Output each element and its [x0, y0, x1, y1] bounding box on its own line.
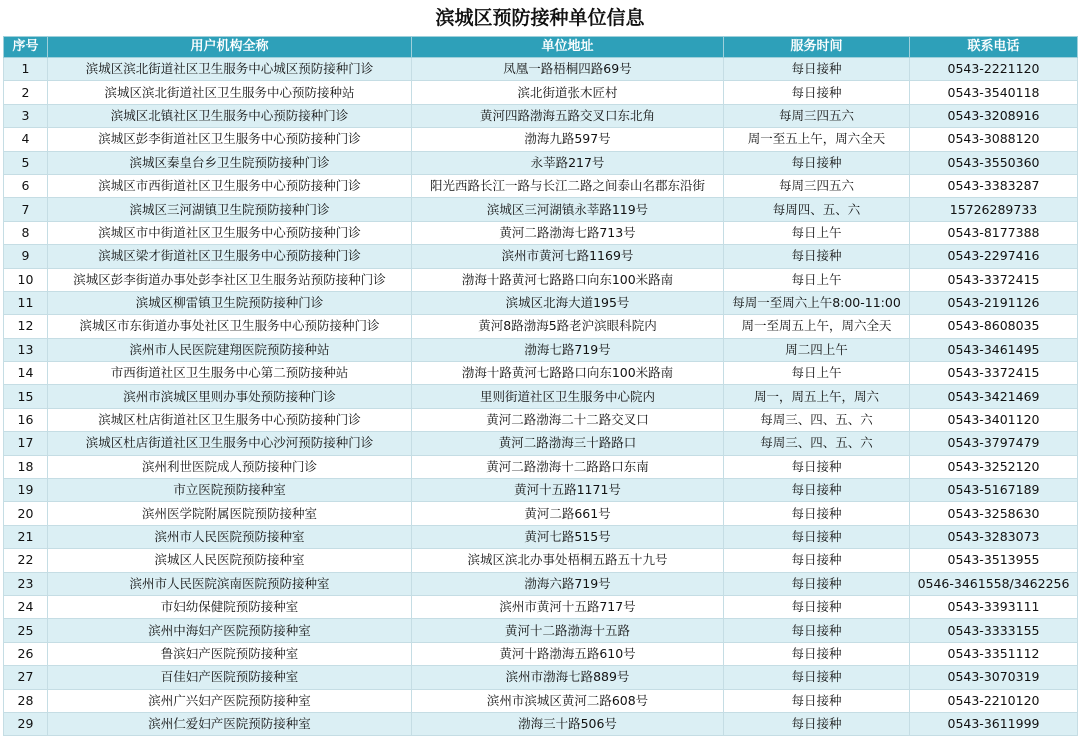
- cell-address: 滨州市黄河十五路717号: [412, 595, 724, 618]
- cell-serial-number: 3: [4, 104, 48, 127]
- cell-phone: 0543-3401120: [910, 408, 1078, 431]
- cell-service-time: 每日上午: [724, 268, 910, 291]
- cell-phone: 0543-3333155: [910, 619, 1078, 642]
- cell-address: 里则街道社区卫生服务中心院内: [412, 385, 724, 408]
- cell-institution-name: 鲁滨妇产医院预防接种室: [48, 642, 412, 665]
- cell-serial-number: 21: [4, 525, 48, 548]
- cell-institution-name: 滨州市人民医院预防接种室: [48, 525, 412, 548]
- cell-phone: 15726289733: [910, 198, 1078, 221]
- cell-address: 滨州市滨城区黄河二路608号: [412, 689, 724, 712]
- header-service-time: 服务时间: [724, 37, 910, 58]
- cell-phone: 0543-2191126: [910, 291, 1078, 314]
- cell-phone: 0543-3550360: [910, 151, 1078, 174]
- cell-service-time: 每日接种: [724, 619, 910, 642]
- cell-serial-number: 25: [4, 619, 48, 642]
- table-row: [4, 502, 1078, 525]
- cell-institution-name: 滨城区滨北街道社区卫生服务中心城区预防接种门诊: [48, 58, 412, 81]
- cell-phone: 0543-3797479: [910, 432, 1078, 455]
- cell-service-time: 每周三、四、五、六: [724, 432, 910, 455]
- cell-institution-name: 市西街道社区卫生服务中心第二预防接种站: [48, 362, 412, 385]
- cell-phone: 0543-3611999: [910, 712, 1078, 735]
- table-row: [4, 455, 1078, 478]
- table-row: [4, 151, 1078, 174]
- cell-service-time: 每周一至周六上午8:00-11:00: [724, 291, 910, 314]
- cell-service-time: 每日接种: [724, 81, 910, 104]
- cell-institution-name: 滨城区杜店街道社区卫生服务中心沙河预防接种门诊: [48, 432, 412, 455]
- cell-serial-number: 22: [4, 549, 48, 572]
- cell-address: 黄河二路渤海七路713号: [412, 221, 724, 244]
- cell-service-time: 每日接种: [724, 245, 910, 268]
- cell-phone: 0543-3513955: [910, 549, 1078, 572]
- cell-phone: 0543-3283073: [910, 525, 1078, 548]
- vaccination-units-table: [3, 36, 1078, 736]
- cell-service-time: 每日接种: [724, 525, 910, 548]
- table-row: [4, 104, 1078, 127]
- cell-service-time: 每日接种: [724, 595, 910, 618]
- cell-address: 渤海十路黄河七路路口向东100米路南: [412, 268, 724, 291]
- cell-institution-name: 滨城区秦皇台乡卫生院预防接种门诊: [48, 151, 412, 174]
- table-row: [4, 432, 1078, 455]
- cell-serial-number: 23: [4, 572, 48, 595]
- cell-phone: 0543-3393111: [910, 595, 1078, 618]
- header-phone: 联系电话: [910, 37, 1078, 58]
- cell-service-time: 每周三四五六: [724, 174, 910, 197]
- cell-address: 凤凰一路梧桐四路69号: [412, 58, 724, 81]
- cell-serial-number: 6: [4, 174, 48, 197]
- cell-institution-name: 滨州市人民医院建翔医院预防接种站: [48, 338, 412, 361]
- cell-phone: 0543-3070319: [910, 666, 1078, 689]
- cell-service-time: 每日接种: [724, 549, 910, 572]
- cell-service-time: 每周三四五六: [724, 104, 910, 127]
- cell-institution-name: 滨州仁爱妇产医院预防接种室: [48, 712, 412, 735]
- cell-service-time: 每日接种: [724, 712, 910, 735]
- cell-institution-name: 滨州市人民医院滨南医院预防接种室: [48, 572, 412, 595]
- table-row: [4, 315, 1078, 338]
- cell-address: 黄河二路渤海二十二路交叉口: [412, 408, 724, 431]
- cell-address: 黄河二路661号: [412, 502, 724, 525]
- cell-address: 黄河七路515号: [412, 525, 724, 548]
- cell-institution-name: 滨州中海妇产医院预防接种室: [48, 619, 412, 642]
- cell-service-time: 每日接种: [724, 58, 910, 81]
- cell-address: 滨北街道张木匠村: [412, 81, 724, 104]
- cell-phone: 0543-5167189: [910, 479, 1078, 502]
- cell-address: 滨州市黄河七路1169号: [412, 245, 724, 268]
- cell-serial-number: 5: [4, 151, 48, 174]
- cell-serial-number: 28: [4, 689, 48, 712]
- cell-address: 滨城区北海大道195号: [412, 291, 724, 314]
- cell-address: 黄河二路渤海三十路路口: [412, 432, 724, 455]
- cell-institution-name: 市妇幼保健院预防接种室: [48, 595, 412, 618]
- cell-service-time: 每周三、四、五、六: [724, 408, 910, 431]
- cell-phone: 0543-3421469: [910, 385, 1078, 408]
- cell-address: 渤海三十路506号: [412, 712, 724, 735]
- cell-address: 阳光西路长江一路与长江二路之间泰山名郡东沿街: [412, 174, 724, 197]
- cell-institution-name: 百佳妇产医院预防接种室: [48, 666, 412, 689]
- cell-service-time: 每日接种: [724, 642, 910, 665]
- cell-institution-name: 滨城区市中街道社区卫生服务中心预防接种门诊: [48, 221, 412, 244]
- cell-service-time: 周一至五上午，周六全天: [724, 128, 910, 151]
- table-row: [4, 408, 1078, 431]
- cell-service-time: 每日上午: [724, 221, 910, 244]
- cell-institution-name: 滨州市滨城区里则办事处预防接种门诊: [48, 385, 412, 408]
- cell-address: 黄河十二路渤海十五路: [412, 619, 724, 642]
- cell-serial-number: 11: [4, 291, 48, 314]
- cell-serial-number: 10: [4, 268, 48, 291]
- table-row: [4, 572, 1078, 595]
- cell-serial-number: 26: [4, 642, 48, 665]
- cell-service-time: 周一至周五上午，周六全天: [724, 315, 910, 338]
- table-row: [4, 81, 1078, 104]
- cell-service-time: 每日接种: [724, 502, 910, 525]
- cell-address: 渤海七路719号: [412, 338, 724, 361]
- cell-address: 渤海六路719号: [412, 572, 724, 595]
- table-row: [4, 712, 1078, 735]
- cell-institution-name: 滨城区北镇社区卫生服务中心预防接种门诊: [48, 104, 412, 127]
- cell-institution-name: 滨城区市东街道办事处社区卫生服务中心预防接种门诊: [48, 315, 412, 338]
- cell-serial-number: 2: [4, 81, 48, 104]
- table-row: [4, 666, 1078, 689]
- cell-serial-number: 20: [4, 502, 48, 525]
- cell-institution-name: 滨城区人民医院预防接种室: [48, 549, 412, 572]
- table-row: [4, 595, 1078, 618]
- cell-institution-name: 滨城区彭李街道社区卫生服务中心预防接种门诊: [48, 128, 412, 151]
- cell-phone: 0543-3372415: [910, 362, 1078, 385]
- table-row: [4, 58, 1078, 81]
- page-title: 滨城区预防接种单位信息: [435, 7, 645, 29]
- cell-service-time: 每日接种: [724, 666, 910, 689]
- table-row: [4, 479, 1078, 502]
- cell-phone: 0543-3351112: [910, 642, 1078, 665]
- cell-address: 黄河四路渤海五路交叉口东北角: [412, 104, 724, 127]
- cell-institution-name: 滨城区彭李街道办事处彭李社区卫生服务站预防接种门诊: [48, 268, 412, 291]
- cell-serial-number: 12: [4, 315, 48, 338]
- cell-phone: 0543-3383287: [910, 174, 1078, 197]
- cell-phone: 0543-3258630: [910, 502, 1078, 525]
- cell-service-time: 周二四上午: [724, 338, 910, 361]
- cell-phone: 0543-3372415: [910, 268, 1078, 291]
- cell-phone: 0543-2210120: [910, 689, 1078, 712]
- table-row: [4, 128, 1078, 151]
- cell-serial-number: 1: [4, 58, 48, 81]
- table-row: [4, 619, 1078, 642]
- cell-address: 黄河十五路1171号: [412, 479, 724, 502]
- table-row: [4, 174, 1078, 197]
- header-address: 单位地址: [412, 37, 724, 58]
- cell-institution-name: 滨州广兴妇产医院预防接种室: [48, 689, 412, 712]
- cell-phone: 0543-2297416: [910, 245, 1078, 268]
- cell-serial-number: 27: [4, 666, 48, 689]
- table-row: [4, 338, 1078, 361]
- cell-institution-name: 滨城区柳雷镇卫生院预防接种门诊: [48, 291, 412, 314]
- table-body: [4, 58, 1078, 736]
- table-row: [4, 268, 1078, 291]
- table-row: [4, 221, 1078, 244]
- cell-institution-name: 滨州医学院附属医院预防接种室: [48, 502, 412, 525]
- cell-service-time: 周一，周五上午，周六: [724, 385, 910, 408]
- cell-institution-name: 滨城区梁才街道社区卫生服务中心预防接种门诊: [48, 245, 412, 268]
- cell-serial-number: 15: [4, 385, 48, 408]
- cell-address: 渤海九路597号: [412, 128, 724, 151]
- cell-address: 滨州市渤海七路889号: [412, 666, 724, 689]
- table-row: [4, 362, 1078, 385]
- cell-phone: 0543-3088120: [910, 128, 1078, 151]
- cell-service-time: 每日接种: [724, 151, 910, 174]
- cell-service-time: 每日上午: [724, 362, 910, 385]
- cell-serial-number: 14: [4, 362, 48, 385]
- cell-serial-number: 9: [4, 245, 48, 268]
- cell-serial-number: 17: [4, 432, 48, 455]
- cell-phone: 0543-8608035: [910, 315, 1078, 338]
- cell-institution-name: 滨城区滨北街道社区卫生服务中心预防接种站: [48, 81, 412, 104]
- cell-phone: 0546-3461558/3462256: [910, 572, 1078, 595]
- cell-serial-number: 13: [4, 338, 48, 361]
- cell-address: 黄河8路渤海5路老沪滨眼科院内: [412, 315, 724, 338]
- cell-service-time: 每日接种: [724, 455, 910, 478]
- table-row: [4, 525, 1078, 548]
- header-institution-name: 用户机构全称: [48, 37, 412, 58]
- cell-service-time: 每日接种: [724, 479, 910, 502]
- cell-serial-number: 24: [4, 595, 48, 618]
- cell-phone: 0543-8177388: [910, 221, 1078, 244]
- cell-institution-name: 市立医院预防接种室: [48, 479, 412, 502]
- table-row: [4, 291, 1078, 314]
- cell-serial-number: 16: [4, 408, 48, 431]
- cell-address: 黄河十路渤海五路610号: [412, 642, 724, 665]
- cell-institution-name: 滨城区杜店街道社区卫生服务中心预防接种门诊: [48, 408, 412, 431]
- table-header-row: [4, 37, 1078, 58]
- cell-address: 滨城区三河湖镇永莘路119号: [412, 198, 724, 221]
- cell-institution-name: 滨州利世医院成人预防接种门诊: [48, 455, 412, 478]
- cell-phone: 0543-3252120: [910, 455, 1078, 478]
- cell-address: 黄河二路渤海十二路路口东南: [412, 455, 724, 478]
- cell-phone: 0543-2221120: [910, 58, 1078, 81]
- cell-phone: 0543-3208916: [910, 104, 1078, 127]
- cell-serial-number: 19: [4, 479, 48, 502]
- cell-address: 渤海十路黄河七路路口向东100米路南: [412, 362, 724, 385]
- cell-serial-number: 4: [4, 128, 48, 151]
- table-row: [4, 689, 1078, 712]
- table-row: [4, 385, 1078, 408]
- cell-service-time: 每日接种: [724, 572, 910, 595]
- cell-service-time: 每周四、五、六: [724, 198, 910, 221]
- cell-phone: 0543-3461495: [910, 338, 1078, 361]
- cell-phone: 0543-3540118: [910, 81, 1078, 104]
- table-row: [4, 549, 1078, 572]
- cell-address: 永莘路217号: [412, 151, 724, 174]
- table-row: [4, 245, 1078, 268]
- header-serial-number: 序号: [4, 37, 48, 58]
- cell-serial-number: 29: [4, 712, 48, 735]
- table-row: [4, 642, 1078, 665]
- cell-serial-number: 7: [4, 198, 48, 221]
- cell-institution-name: 滨城区市西街道社区卫生服务中心预防接种门诊: [48, 174, 412, 197]
- cell-address: 滨城区滨北办事处梧桐五路五十九号: [412, 549, 724, 572]
- cell-serial-number: 8: [4, 221, 48, 244]
- cell-service-time: 每日接种: [724, 689, 910, 712]
- cell-institution-name: 滨城区三河湖镇卫生院预防接种门诊: [48, 198, 412, 221]
- table-row: [4, 198, 1078, 221]
- cell-serial-number: 18: [4, 455, 48, 478]
